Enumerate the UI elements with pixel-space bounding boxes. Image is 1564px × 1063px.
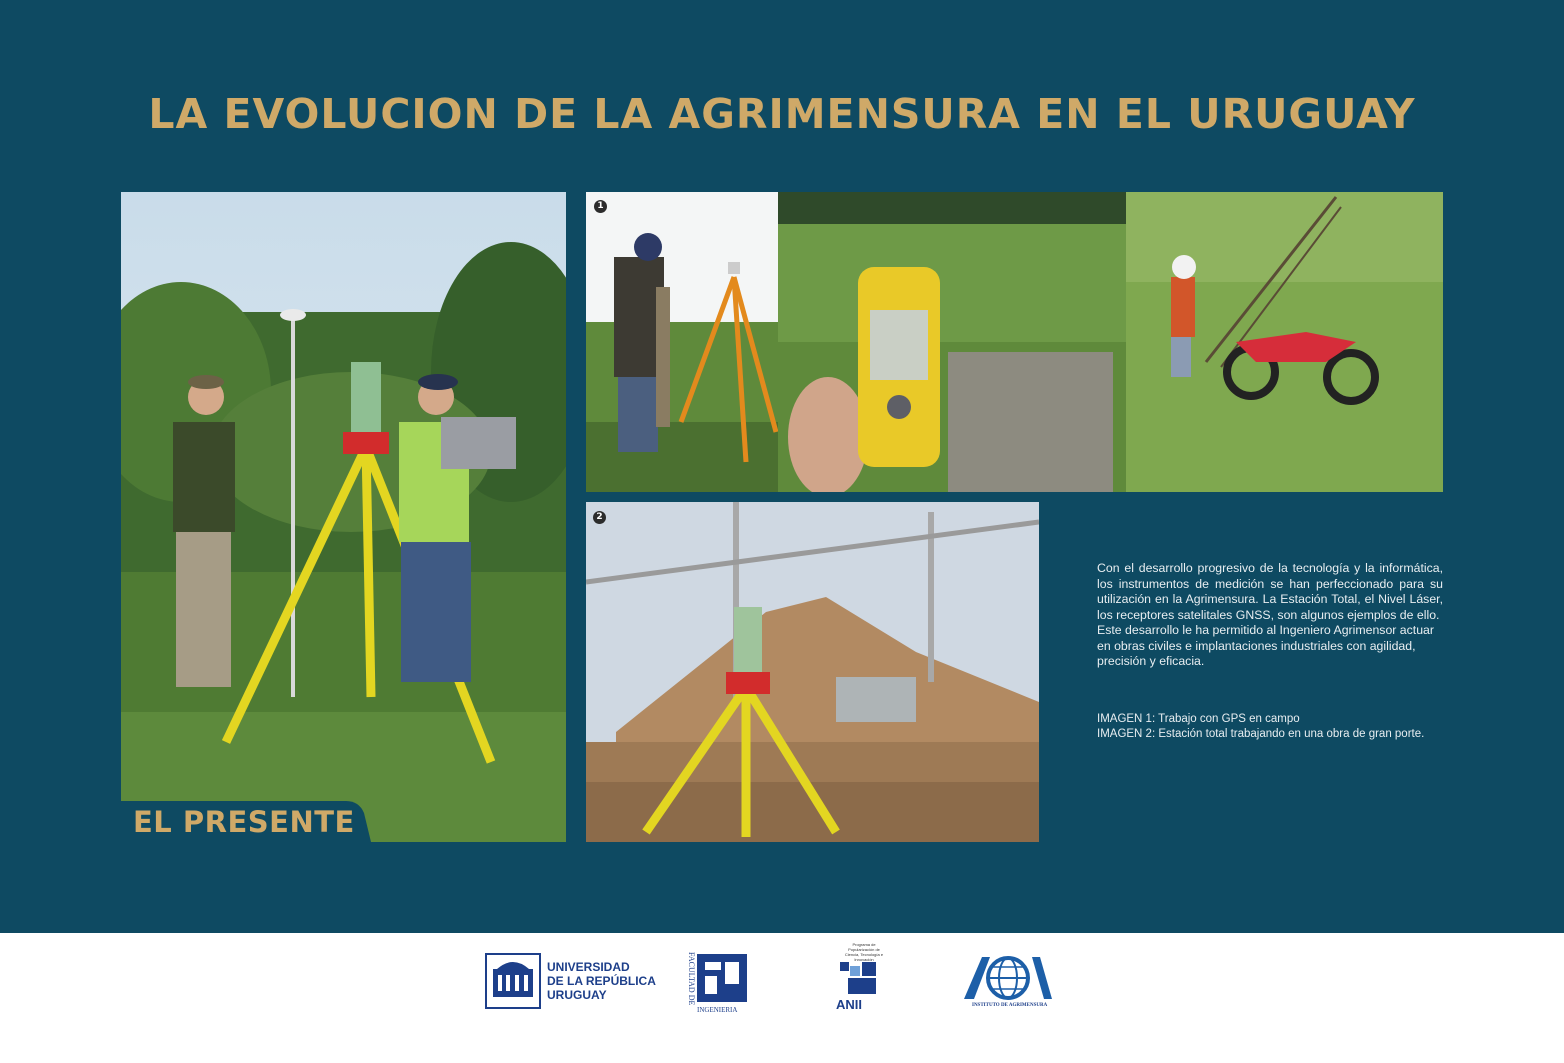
caption-image-2: IMAGEN 2: Estación total trabajando en una obra de gran porte. bbox=[1097, 728, 1425, 740]
main-photo bbox=[121, 192, 566, 842]
udelar-line-2: DE LA REPÚBLICA bbox=[547, 974, 656, 988]
fing-logo bbox=[683, 948, 753, 1014]
section-label: EL PRESENTE bbox=[133, 805, 355, 839]
description-text bbox=[1097, 561, 1443, 670]
anii-name: ANII bbox=[836, 997, 862, 1012]
image-number-badge-2: 2 bbox=[593, 511, 606, 524]
footer-logos-bar bbox=[0, 933, 1564, 1063]
photo-handheld-gps bbox=[778, 192, 1126, 492]
fing-logo-icon bbox=[683, 948, 753, 1014]
udelar-name bbox=[547, 960, 656, 1002]
image-number-badge-1: 1 bbox=[594, 200, 607, 213]
section-label-tab bbox=[121, 801, 371, 842]
university-building-icon bbox=[485, 953, 541, 1009]
page-title: LA EVOLUCION DE LA AGRIMENSURA EN EL URUGUAY bbox=[148, 90, 1416, 138]
udelar-line-3: URUGUAY bbox=[547, 988, 607, 1002]
instituto-agrimensura-logo bbox=[960, 953, 1055, 1013]
anii-program-text: Programa de Popularización de Ciencia, Tecnología e Innovación bbox=[844, 942, 884, 962]
globe-icon bbox=[960, 953, 1055, 1003]
description-paragraph-2: Este desarrollo le ha permitido al Ingeniero Agrimensor actuar en obras civiles e implantaciones industriales con agilidad, precisión y eficacia. bbox=[1097, 623, 1434, 668]
image-captions bbox=[1097, 712, 1457, 742]
photo-gps-tripod bbox=[586, 192, 778, 492]
udelar-line-1: UNIVERSIDAD bbox=[547, 960, 630, 974]
caption-image-1: IMAGEN 1: Trabajo con GPS en campo bbox=[1097, 713, 1300, 725]
svg-text:FACULTAD DE: FACULTAD DE bbox=[687, 952, 696, 1006]
udelar-logo bbox=[485, 953, 656, 1009]
instituto-name: INSTITUTO DE AGRIMENSURA bbox=[972, 1003, 1048, 1008]
description-paragraph-1: Con el desarrollo progresivo de la tecnología y la informática, los instrumentos de medición se han perfeccionado para su utilización en la Agrimensura. La Estación Total, el Nivel Láser, los receptores satelitales GNSS, son algunos ejemplos de ello. bbox=[1097, 561, 1443, 622]
photo-total-station-industrial bbox=[586, 502, 1039, 842]
anii-logo bbox=[832, 940, 892, 1020]
svg-text:INGENIERIA: INGENIERIA bbox=[697, 1006, 738, 1014]
photo-motorcycle-fence bbox=[1126, 192, 1443, 492]
